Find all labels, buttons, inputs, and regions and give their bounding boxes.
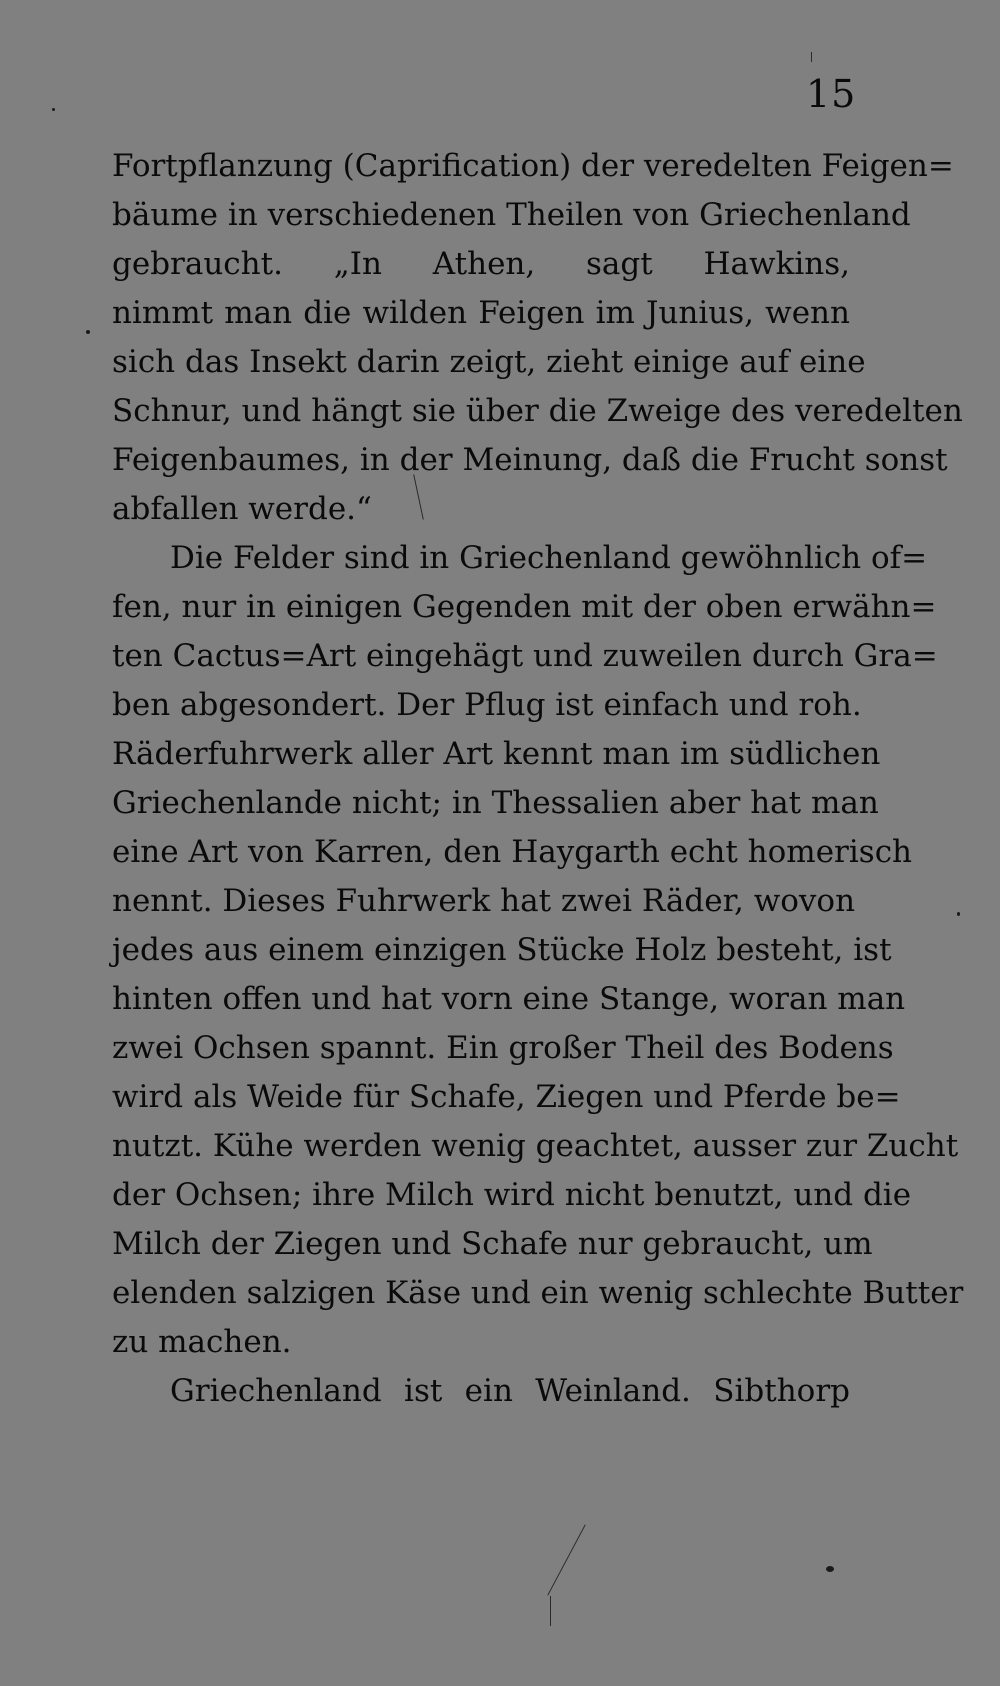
body-text — [112, 142, 964, 1416]
text-line: zu machen. — [112, 1324, 292, 1360]
text-line: gebraucht. „In Athen, sagt Hawkins, — [112, 246, 850, 282]
text-line: Fortpflanzung (Caprification) der veredelten Feigen= — [112, 148, 954, 184]
scan-scratch — [547, 1524, 585, 1595]
text-line: nimmt man die wilden Feigen im Junius, wenn — [112, 295, 850, 331]
text-line: nennt. Dieses Fuhrwerk hat zwei Räder, wovon — [112, 883, 856, 919]
text-line: Die Felder sind in Griechenland gewöhnlich of= — [170, 540, 928, 576]
text-line: bäume in verschiedenen Theilen von Griechenland — [112, 197, 911, 233]
text-line: sich das Insekt darin zeigt, zieht einige auf eine — [112, 344, 866, 380]
paragraph-fields — [112, 534, 964, 1367]
text-line: jedes aus einem einzigen Stücke Holz besteht, ist — [112, 932, 892, 968]
page-number: 15 — [806, 72, 857, 116]
ink-speck — [957, 912, 960, 916]
text-line: fen, nur in einigen Gegenden mit der oben erwähn= — [112, 589, 937, 625]
text-line: Milch der Ziegen und Schafe nur gebraucht, um — [112, 1226, 873, 1262]
text-line: der Ochsen; ihre Milch wird nicht benutzt, und die — [112, 1177, 912, 1213]
paragraph-wine — [112, 1367, 850, 1416]
paragraph-caprification — [112, 142, 963, 534]
text-line: nutzt. Kühe werden wenig geachtet, ausser zur Zucht — [112, 1128, 959, 1164]
text-line: eine Art von Karren, den Haygarth echt homerisch — [112, 834, 913, 870]
text-line: Griechenlande nicht; in Thessalien aber hat man — [112, 785, 879, 821]
scan-scratch — [550, 1596, 551, 1626]
text-line: Räderfuhrwerk aller Art kennt man im südlichen — [112, 736, 881, 772]
text-line: hinten offen und hat vorn eine Stange, woran man — [112, 981, 906, 1017]
text-line: Feigenbaumes, in der Meinung, daß die Frucht sonst — [112, 442, 948, 478]
ink-speck — [826, 1566, 834, 1572]
scan-scratch — [811, 52, 812, 62]
text-line: zwei Ochsen spannt. Ein großer Theil des Bodens — [112, 1030, 894, 1066]
ink-speck — [52, 108, 55, 111]
text-line: wird als Weide für Schafe, Ziegen und Pferde be= — [112, 1079, 901, 1115]
text-line: ten Cactus=Art eingehägt und zuweilen durch Gra= — [112, 638, 938, 674]
text-line: elenden salzigen Käse und ein wenig schlechte Butter — [112, 1275, 964, 1311]
text-line: ben abgesondert. Der Pflug ist einfach und roh. — [112, 687, 862, 723]
text-line: Griechenland ist ein Weinland. Sibthorp — [170, 1373, 850, 1409]
ink-speck — [86, 330, 90, 334]
text-line: abfallen werde.“ — [112, 491, 372, 527]
text-line: Schnur, und hängt sie über die Zweige des veredelten — [112, 393, 963, 429]
